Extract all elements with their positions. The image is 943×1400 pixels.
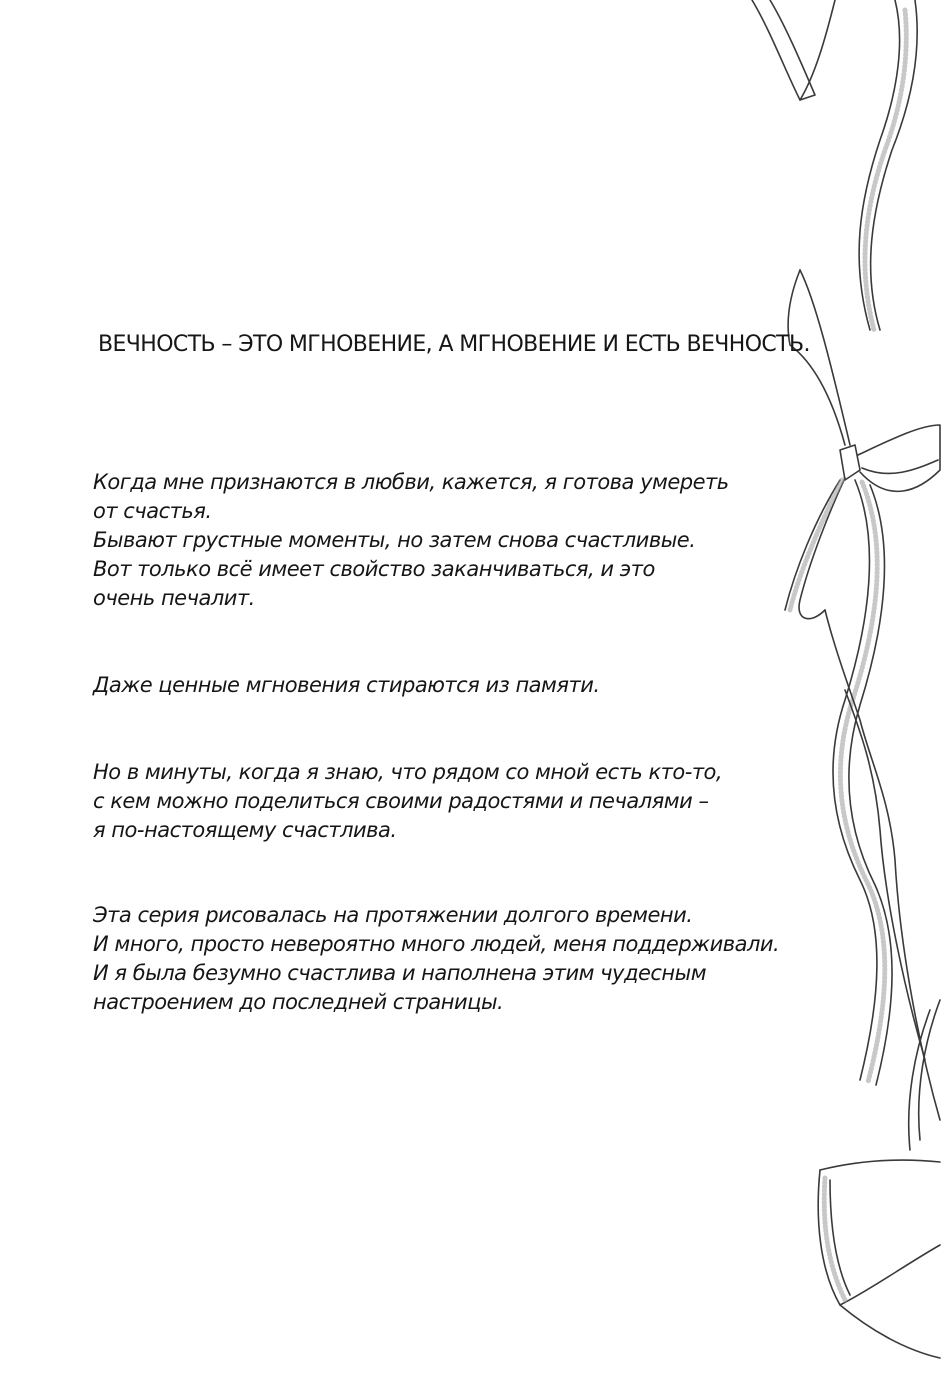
- text-line: Бывают грустные моменты, но затем снова счастливые.: [93, 528, 696, 552]
- paragraph-memories: [93, 671, 753, 700]
- text-line: Когда мне признаются в любви, кажется, я готова умереть: [93, 470, 729, 494]
- text-line: Вот только всё имеет свойство заканчиваться, и это: [93, 557, 655, 581]
- paragraph-someone-nearby: [93, 758, 753, 845]
- text-line: от счастья.: [93, 499, 212, 523]
- paragraph-confessions: [93, 468, 753, 613]
- text-line: очень печалит.: [93, 586, 255, 610]
- text-line: Даже ценные мгновения стираются из памяти.: [93, 673, 600, 697]
- text-line: с кем можно поделиться своими радостями и печалями –: [93, 789, 709, 813]
- text-line: И много, просто невероятно много людей, меня поддерживали.: [93, 932, 780, 956]
- paragraph-series-thanks: [93, 901, 780, 1017]
- text-line: Эта серия рисовалась на протяжении долгого времени.: [93, 903, 693, 927]
- text-line: настроением до последней страницы.: [93, 990, 504, 1014]
- text-line: я по-настоящему счастлива.: [93, 818, 397, 842]
- page-title: ВЕЧНОСТЬ – ЭТО МГНОВЕНИЕ, А МГНОВЕНИЕ И ЕСТЬ ВЕЧНОСТЬ.: [98, 332, 810, 357]
- text-line: Но в минуты, когда я знаю, что рядом со мной есть кто-то,: [93, 760, 723, 784]
- text-line: И я была безумно счастлива и наполнена этим чудесным: [93, 961, 707, 985]
